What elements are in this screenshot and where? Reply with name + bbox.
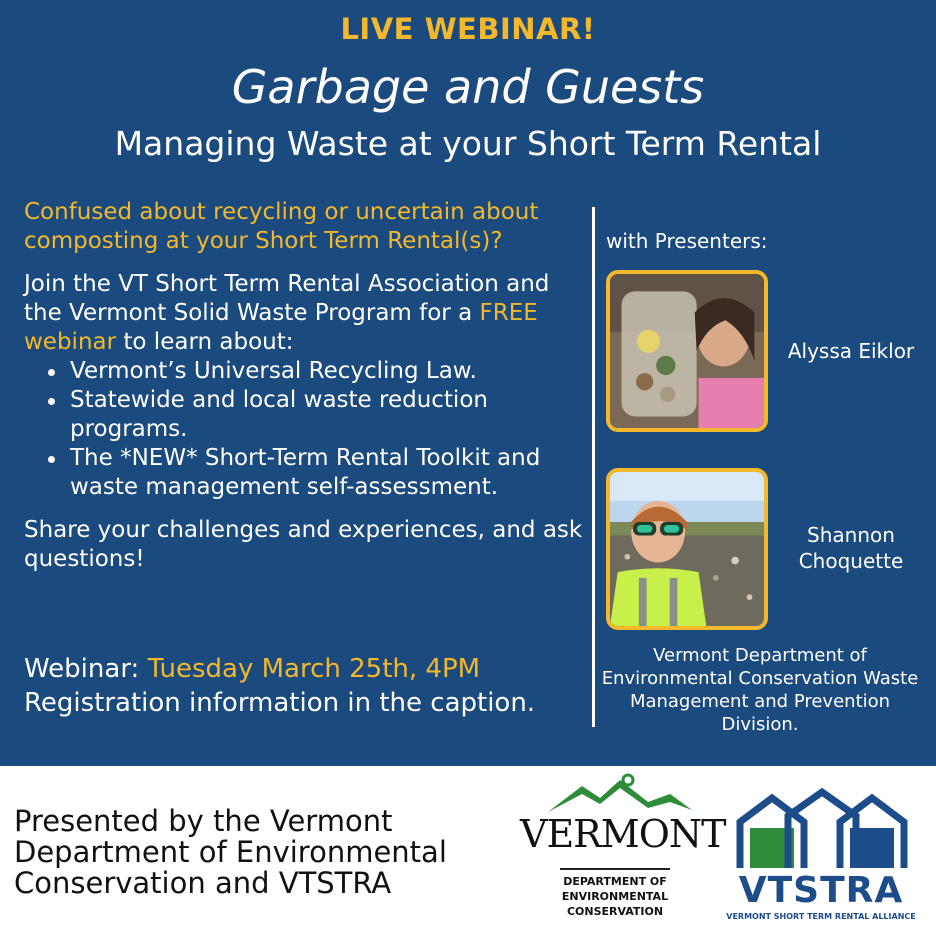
intro-question: Confused about recycling or uncertain about composting at your Short Term Rental(s)? bbox=[24, 199, 539, 254]
page-subtitle: Managing Waste at your Short Term Rental bbox=[114, 124, 822, 163]
vermont-logo-word: VERMONT bbox=[520, 812, 726, 856]
join-text bbox=[24, 270, 594, 357]
presented-by-text: Presented by the Vermont Department of Environmental Conservation and VTSTRA bbox=[14, 804, 447, 900]
kicker: LIVE WEBINAR! bbox=[340, 12, 596, 46]
vertical-divider bbox=[592, 207, 595, 727]
houses-icon bbox=[716, 784, 926, 872]
page-title: Garbage and Guests bbox=[231, 60, 705, 114]
presenters-label: with Presenters: bbox=[606, 229, 768, 253]
photo-placeholder-icon bbox=[610, 274, 764, 428]
join-text-part1: Join the VT Short Term Rental Association and the Vermont Solid Waste Program for a bbox=[24, 271, 550, 326]
webinar-info bbox=[24, 652, 594, 720]
list-item: Statewide and local waste reduction programs. bbox=[44, 386, 594, 444]
registration-text: Registration information in the caption. bbox=[24, 688, 536, 718]
vtstra-logo-subtitle: VERMONT SHORT TERM RENTAL ALLIANCE bbox=[726, 912, 916, 921]
list-item: Vermont’s Universal Recycling Law. bbox=[44, 357, 594, 386]
presenter-name-shannon: Shannon Choquette bbox=[798, 523, 904, 573]
free-webinar-highlight: FREE webinar bbox=[24, 300, 538, 355]
webinar-label: Webinar: bbox=[24, 654, 148, 684]
vermont-logo-department: DEPARTMENT OF ENVIRONMENTAL CONSERVATION bbox=[561, 875, 669, 918]
vermont-dec-logo bbox=[520, 772, 726, 932]
vtstra-logo-word: VTSTRA bbox=[738, 870, 904, 911]
share-text: Share your challenges and experiences, and ask questions! bbox=[24, 517, 583, 572]
list-item: The *NEW* Short-Term Rental Toolkit and waste management self-assessment. bbox=[44, 444, 594, 502]
join-text-part2: to learn about: bbox=[116, 329, 294, 355]
presenters-affiliation: Vermont Department of Environmental Conservation Waste Management and Prevention Division. bbox=[601, 645, 919, 735]
presenter-photo-alyssa bbox=[606, 270, 768, 432]
vtstra-logo bbox=[716, 784, 926, 930]
logo-divider bbox=[560, 868, 670, 870]
webinar-date: Tuesday March 25th, 4PM bbox=[147, 654, 481, 684]
topics-list bbox=[44, 357, 594, 502]
photo-placeholder-icon bbox=[610, 472, 764, 626]
presenter-photo-shannon bbox=[606, 468, 768, 630]
vermont-mountains-icon bbox=[520, 772, 710, 816]
description-block bbox=[24, 198, 594, 574]
presenter-name-alyssa: Alyssa Eiklor bbox=[787, 339, 915, 363]
